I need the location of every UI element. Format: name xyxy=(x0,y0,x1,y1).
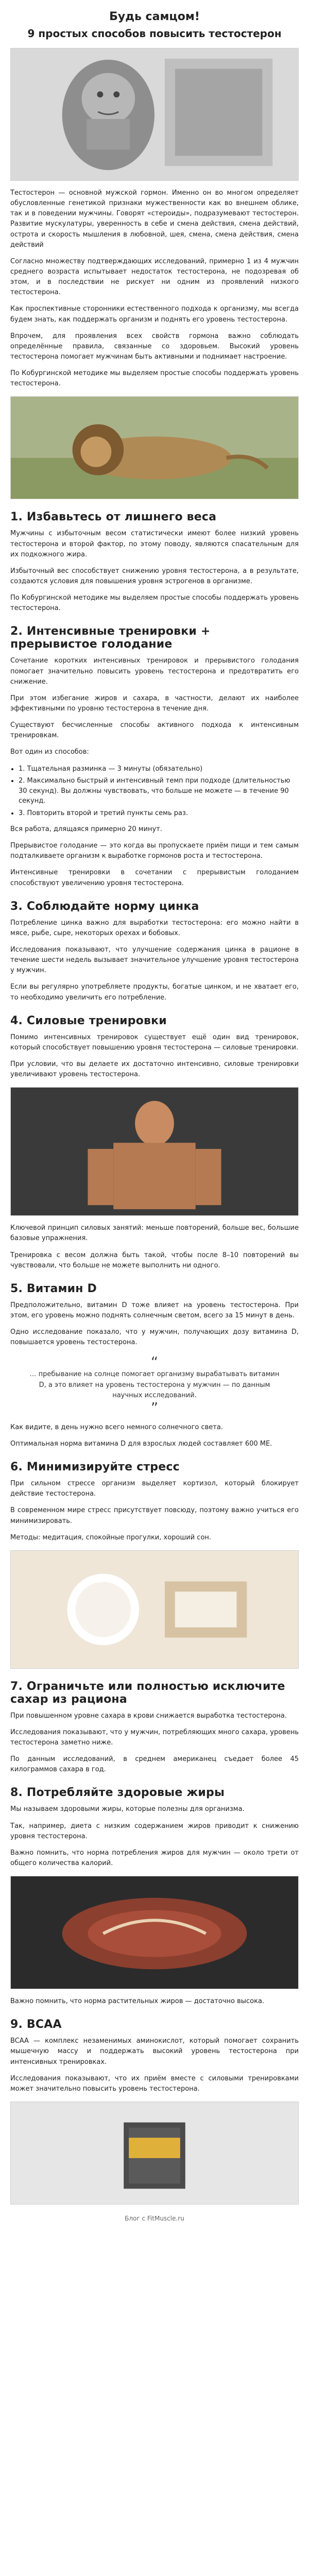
section-heading-2: 2. Интенсивные тренировки + прерывистое голодание xyxy=(10,625,211,651)
intro-paragraph: Как проспективные сторонники естественного подхода к организму, мы всегда будем знать, как поддержать организм и поднять его уровень тестостерона. xyxy=(10,305,299,324)
section-paragraph: Тренировка с весом должна быть такой, чтобы после 8–10 повторений вы чувствовали, что больше не можете выполнить ни одного. xyxy=(10,1251,299,1269)
section-paragraph: Исследования показывают, что их приём вместе с силовыми тренировками может значительно повысить уровень тестостерона. xyxy=(10,2074,299,2093)
section-paragraph: Мужчины с избыточным весом статистически имеют более низкий уровень тестостерона и второй фактор, по этому поводу, являются спасательным для их подкожного жира. xyxy=(10,530,299,558)
section-heading-9: 9. BCAA xyxy=(10,2018,62,2031)
workout-steps-list xyxy=(19,764,299,819)
intro-paragraph: Согласно множеству подтверждающих исследований, примерно 1 из 4 мужчин среднего возраста испытывает недостаток тестостерона, не подозревая об этом, и в последствии не рискует ни одним из проявлений низкого тестостерона. xyxy=(10,257,299,297)
pull-quote xyxy=(26,1355,283,1415)
section-paragraph: При условии, что вы делаете их достаточно интенсивно, силовые тренировки увеличивают уровень тестостерона. xyxy=(10,1060,299,1079)
intro-paragraph: Тестостерон — основной мужской гормон. Именно он во многом определяет обусловленные генетикой признаки мужественности как во внешнем облике, так и в поведении мужчины. Говорят «стероиды», подразумевают тестостерон. Развитие мускулатуры, уверенность в себе и смена действия, смена действий, острота и скорость мышления в любовной, шея, смена, смена действия, смена действий xyxy=(10,189,299,249)
section-paragraph: При этом избегание жиров и сахара, в частности, делают их наиболее эффективными по уровню тестостерона в течение дня. xyxy=(10,694,299,713)
section-paragraph: Предположительно, витамин D тоже влияет на уровень тестостерона. При этом, его уровень можно поднять солнечным светом, всего за 15 минут в день. xyxy=(10,1301,299,1319)
section-paragraph: Существуют бесчисленные способы активного подхода к интенсивным тренировкам. xyxy=(10,721,299,740)
section-paragraph: Потребление цинка важно для выработки тестостерона: его можно найти в мясе, рыбе, сыре, некоторых орехах и бобовых. xyxy=(10,919,299,937)
quote-close-icon: ” xyxy=(150,1399,159,1416)
section-paragraph: В современном мире стресс присутствует повсюду, поэтому важно учиться его минимизировать. xyxy=(10,1506,299,1525)
section-paragraph: Прерывистое голодание — это когда вы пропускаете приём пищи и тем самым подталкиваете организм к выработке гормонов роста и тестостерона. xyxy=(10,842,299,860)
fats-image xyxy=(10,1876,299,1989)
section-paragraph: Как видите, в день нужно всего немного солнечного света. xyxy=(10,1423,223,1431)
list-item: • 3. Повторить второй и третий пункты семь раз. xyxy=(19,808,299,819)
section-heading-8: 8. Потребляйте здоровые жиры xyxy=(10,1786,225,1800)
section-paragraph: Оптимальная норма витамина D для взрослых людей составляет 600 МЕ. xyxy=(10,1439,272,1448)
section-heading-7: 7. Ограничьте или полностью исключите сахар из рациона xyxy=(10,1680,285,1706)
section-paragraph: Если вы регулярно употребляете продукты, богатые цинком, и не хватает его, то необходимо увеличить его потребление. xyxy=(10,983,299,1002)
section-paragraph: По Кобургинской методике мы выделяем простые способы поддержать уровень тестостерона. xyxy=(10,594,299,613)
section-paragraph: Помимо интенсивных тренировок существует ещё один вид тренировок, который способствует повышению уровня тестостерона — силовые тренировки. xyxy=(10,1033,299,1052)
quote-text: … пребывание на солнце помогает организму вырабатывать витамин D, а это влияет на уровень тестостерона у мужчин — по данным научных исследований. xyxy=(29,1370,280,1399)
section-paragraph: BCAA — комплекс незаменимых аминокислот, который помогает сохранить мышечную массу и поддержать высокий уровень тестостерона при интенсивных тренировках. xyxy=(10,2037,299,2066)
article-title: Будь самцом! xyxy=(109,10,200,23)
article-header xyxy=(10,10,299,40)
section-paragraph: При повышенном уровне сахара в крови снижается выработка тестостерона. xyxy=(10,1711,287,1720)
page-footer: Блог с FitMuscle.ru xyxy=(125,2215,184,2223)
section-paragraph: Ключевой принцип силовых занятий: меньше повторений, больше вес, большие базовые упражнения. xyxy=(10,1224,299,1243)
section-paragraph: Исследования показывают, что у мужчин, потребляющих много сахара, уровень тестостерона заметно ниже. xyxy=(10,1728,299,1747)
section-paragraph: Важно помнить, что норма потребления жиров для мужчин — около трети от общего количества калорий. xyxy=(10,1849,299,1868)
athlete-image xyxy=(10,1087,299,1216)
section-paragraph: Важно помнить, что норма растительных жиров — достаточно высока. xyxy=(10,1997,265,2006)
section-paragraph: Сочетание коротких интенсивных тренировок и прерывистого голодания помогает значительно повысить уровень тестостерона и предотвратить его снижение. xyxy=(10,657,299,686)
section-paragraph: Исследования показывают, что улучшение содержания цинка в рационе в течение шести недель вызывает значительное улучшение уровня тестостерона у мужчин. xyxy=(10,945,299,975)
section-paragraph: Интенсивные тренировки в сочетании с прерывистым голоданием способствуют увеличению уровня тестостерона. xyxy=(10,869,299,887)
article-subtitle: 9 простых способов повысить тестостерон xyxy=(27,27,282,40)
section-paragraph: Одно исследование показало, что у мужчин, получающих дозу витамина D, повышается уровень тестостерона. xyxy=(10,1328,299,1347)
section-heading-3: 3. Соблюдайте норму цинка xyxy=(10,900,199,913)
section-heading-4: 4. Силовые тренировки xyxy=(10,1014,167,1027)
intro-paragraph: Впрочем, для проявления всех свойств гормона важно соблюдать определённые правила, связанные со здоровьем. Высокий уровень тестостерона помогает мужчинам быть активными и поднимает настроение. xyxy=(10,332,299,361)
lion-image xyxy=(10,396,299,499)
section-paragraph: Вот один из способов: xyxy=(10,748,89,756)
sugar-image xyxy=(10,1550,299,1669)
section-paragraph: Методы: медитация, спокойные прогулки, хороший сон. xyxy=(10,1533,212,1541)
intro-paragraph: По Кобургинской методике мы выделяем простые способы поддержать уровень тестостерона. xyxy=(10,369,299,388)
section-paragraph: При сильном стрессе организм выделяет кортизол, который блокирует действие тестостерона. xyxy=(10,1480,299,1498)
section-paragraph: Так, например, диета с низким содержанием жиров приводит к снижению уровня тестостерона. xyxy=(10,1822,299,1840)
quote-open-icon: “ xyxy=(150,1353,159,1371)
section-paragraph: Вся работа, длящаяся примерно 20 минут. xyxy=(10,825,162,833)
supplement-image xyxy=(10,2102,299,2205)
section-heading-1: 1. Избавьтесь от лишнего веса xyxy=(10,511,217,524)
section-heading-6: 6. Минимизируйте стресс xyxy=(10,1461,180,1474)
list-item: • 1. Тщательная разминка — 3 минуты (обязательно) xyxy=(19,764,299,774)
section-heading-5: 5. Витамин D xyxy=(10,1282,97,1295)
hero-image xyxy=(10,48,299,181)
section-paragraph: Мы называем здоровыми жиры, которые полезны для организма. xyxy=(10,1805,245,1814)
section-paragraph: Избыточный вес способствует снижению уровня тестостерона, а в результате, создаются условия для повышения уровня эстрогенов в организме. xyxy=(10,567,299,585)
section-paragraph: По данным исследований, в среднем американец съедает более 45 килограммов сахара в год. xyxy=(10,1755,299,1774)
article xyxy=(10,0,299,2238)
list-item: • 2. Максимально быстрый и интенсивный темп при подходе (длительностью 30 секунд). Вы должны чувствовать, что больше не можете — в течение 90 секунд. xyxy=(19,776,299,806)
